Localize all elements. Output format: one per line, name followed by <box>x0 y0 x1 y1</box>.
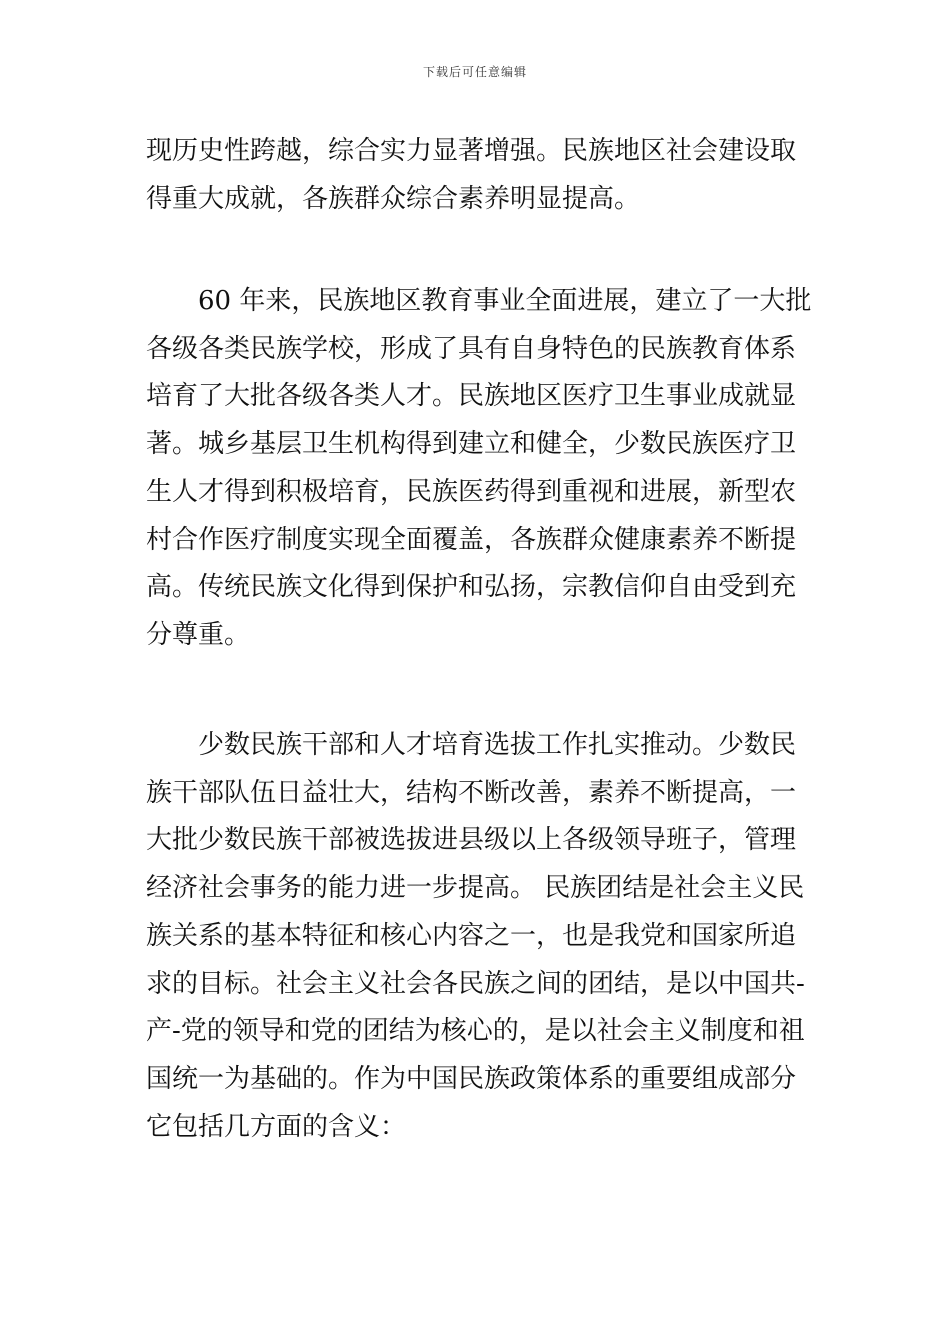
text-line: 村合作医疗制度实现全面覆盖，各族群众健康素养不断提 <box>146 524 797 555</box>
text-line: 60 年来，民族地区教育事业全面进展，建立了一大批 <box>198 286 812 316</box>
text-line: 高。传统民族文化得到保护和弘扬，宗教信仰自由受到充 <box>146 572 797 603</box>
text-line: 少数民族干部和人才培育选拔工作扎实推动。少数民 <box>198 730 797 760</box>
text-line: 它包括几方面的含义： <box>146 1111 407 1142</box>
paragraph-2 <box>146 278 810 660</box>
text-line: 经济社会事务的能力进一步提高。 民族团结是社会主义民 <box>146 873 805 904</box>
text-line: 分尊重。 <box>146 619 251 650</box>
text-line: 产-党的领导和党的团结为核心的，是以社会主义制度和祖 <box>146 1016 805 1047</box>
text-line: 大批少数民族干部被选拔进县级以上各级领导班子，管理 <box>146 825 797 856</box>
text-line: 培育了大批各级各类人才。民族地区医疗卫生事业成就显 <box>146 381 797 412</box>
page-header: 下载后可任意编辑 <box>422 65 527 79</box>
text-line: 得重大成就，各族群众综合素养明显提高。 <box>146 183 641 214</box>
text-line: 现历史性跨越，综合实力显著增强。民族地区社会建设取 <box>146 136 797 166</box>
text-line: 各级各类民族学校，形成了具有自身特色的民族教育体系 <box>146 333 797 364</box>
text-line: 生人才得到积极培育，民族医药得到重视和进展，新型农 <box>146 476 797 507</box>
paragraph-3 <box>146 722 810 1151</box>
text-line: 族关系的基本特征和核心内容之一，也是我党和国家所追 <box>146 920 797 951</box>
text-line: 著。城乡基层卫生机构得到建立和健全，少数民族医疗卫 <box>146 429 797 460</box>
paragraph-1 <box>146 128 810 223</box>
text-line: 求的目标。社会主义社会各民族之间的团结，是以中国共- <box>146 968 805 999</box>
text-line: 族干部队伍日益壮大，结构不断改善，素养不断提高，一 <box>146 777 797 808</box>
text-line: 国统一为基础的。作为中国民族政策体系的重要组成部分 <box>146 1063 797 1094</box>
